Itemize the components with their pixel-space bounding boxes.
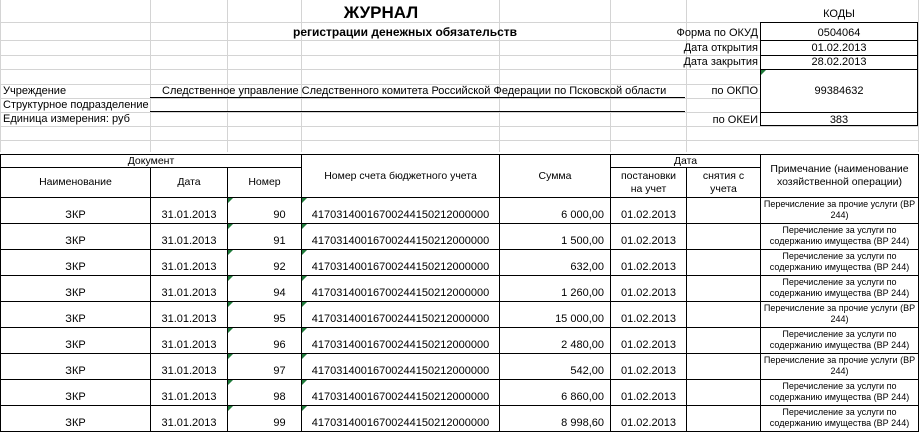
cell-marker-icon bbox=[302, 354, 307, 359]
department-label: Структурное подразделение bbox=[3, 99, 149, 111]
unit-label: Единица измерения: руб bbox=[3, 113, 130, 125]
cell-sum: 6 000,00 bbox=[561, 208, 604, 221]
cell-note: Перечисление за прочие услуги (ВР 244) bbox=[763, 303, 916, 324]
cell-account: 41703140016700244150212000000 bbox=[311, 260, 490, 273]
cell-marker-icon bbox=[302, 198, 307, 203]
cell-sum: 8 998,60 bbox=[561, 416, 604, 429]
header-sum: Сумма bbox=[538, 169, 572, 182]
cell-sum: 632,00 bbox=[570, 260, 604, 273]
header-date-group: Дата bbox=[673, 154, 698, 167]
cell-note: Перечисление за прочие услуги (ВР 244) bbox=[763, 355, 916, 376]
cell-account: 41703140016700244150212000000 bbox=[311, 338, 490, 351]
cell-marker-icon bbox=[302, 276, 307, 281]
cell-marker-icon bbox=[228, 380, 233, 385]
cell-marker-icon bbox=[302, 328, 307, 333]
header-name: Наименование bbox=[39, 176, 112, 188]
cell-note: Перечисление за услуги по содержанию имущества (ВР 244) bbox=[769, 329, 910, 350]
cell-marker-icon bbox=[228, 276, 233, 281]
institution-label: Учреждение bbox=[3, 85, 67, 97]
cell-name: ЗКР bbox=[65, 286, 86, 299]
cell-note: Перечисление за услуги по содержанию имущества (ВР 244) bbox=[769, 225, 910, 246]
cell-number: 90 bbox=[273, 208, 286, 221]
cell-note: Перечисление за прочие услуги (ВР 244) bbox=[763, 199, 916, 220]
cell-number: 98 bbox=[273, 390, 286, 403]
cell-account: 41703140016700244150212000000 bbox=[311, 208, 490, 221]
cell-name: ЗКР bbox=[65, 416, 86, 429]
cell-name: ЗКР bbox=[65, 338, 86, 351]
cell-removal bbox=[687, 380, 760, 405]
cell-number: 95 bbox=[273, 312, 286, 325]
cell-name: ЗКР bbox=[65, 364, 86, 377]
page-subtitle: регистрации денежных обязательств bbox=[292, 25, 517, 39]
cell-date: 31.01.2013 bbox=[161, 234, 217, 247]
cell-number: 91 bbox=[273, 234, 286, 247]
page-title: ЖУРНАЛ bbox=[343, 3, 419, 22]
okpo-label: по ОКПО bbox=[711, 85, 758, 97]
cell-removal bbox=[687, 224, 760, 249]
codes-label: КОДЫ bbox=[823, 8, 855, 20]
open-date-label: Дата открытия bbox=[683, 42, 758, 54]
okpo-value: 99384632 bbox=[814, 85, 864, 97]
cell-date: 31.01.2013 bbox=[161, 208, 217, 221]
cell-date: 31.01.2013 bbox=[161, 416, 217, 429]
header-posting: постановки на учет bbox=[621, 169, 676, 195]
cell-posting: 01.02.2013 bbox=[620, 286, 677, 299]
cell-date: 31.01.2013 bbox=[161, 260, 217, 273]
okud-value: 0504064 bbox=[817, 27, 861, 39]
okud-label: Форма по ОКУД bbox=[676, 27, 758, 39]
cell-marker-icon bbox=[302, 224, 307, 229]
cell-date: 31.01.2013 bbox=[161, 338, 217, 351]
cell-name: ЗКР bbox=[65, 312, 86, 325]
cell-note: Перечисление за услуги по содержанию имущества (ВР 244) bbox=[769, 407, 910, 428]
cell-marker-icon bbox=[302, 380, 307, 385]
cell-number: 97 bbox=[273, 364, 286, 377]
cell-sum: 6 860,00 bbox=[561, 390, 604, 403]
cell-note: Перечисление за услуги по содержанию имущества (ВР 244) bbox=[769, 277, 910, 298]
cell-number: 94 bbox=[273, 286, 286, 299]
cell-posting: 01.02.2013 bbox=[620, 390, 677, 403]
cell-name: ЗКР bbox=[65, 234, 86, 247]
cell-sum: 15 000,00 bbox=[555, 312, 604, 325]
cell-sum: 1 500,00 bbox=[561, 234, 604, 247]
okei-label: по ОКЕИ bbox=[712, 114, 758, 126]
cell-name: ЗКР bbox=[65, 260, 86, 273]
cell-posting: 01.02.2013 bbox=[620, 416, 677, 429]
cell-note: Перечисление за услуги по содержанию имущества (ВР 244) bbox=[769, 251, 910, 272]
cell-removal bbox=[687, 198, 760, 223]
cell-posting: 01.02.2013 bbox=[620, 234, 677, 247]
cell-number: 92 bbox=[273, 260, 286, 273]
cell-posting: 01.02.2013 bbox=[620, 260, 677, 273]
cell-removal bbox=[687, 250, 760, 275]
header-account: Номер счета бюджетного учета bbox=[324, 169, 477, 182]
cell-name: ЗКР bbox=[65, 208, 86, 221]
cell-marker-icon bbox=[302, 250, 307, 255]
cell-date: 31.01.2013 bbox=[161, 390, 217, 403]
cell-marker-icon bbox=[761, 70, 766, 75]
cell-marker-icon bbox=[228, 250, 233, 255]
close-date-label: Дата закрытия bbox=[683, 56, 758, 68]
cell-marker-icon bbox=[302, 406, 307, 411]
cell-account: 41703140016700244150212000000 bbox=[311, 234, 490, 247]
cell-removal bbox=[687, 354, 760, 379]
cell-marker-icon bbox=[228, 302, 233, 307]
cell-account: 41703140016700244150212000000 bbox=[311, 286, 490, 299]
cell-account: 41703140016700244150212000000 bbox=[311, 312, 490, 325]
header-document-group: Документ bbox=[127, 154, 175, 167]
cell-date: 31.01.2013 bbox=[161, 312, 217, 325]
cell-date: 31.01.2013 bbox=[161, 286, 217, 299]
cell-account: 41703140016700244150212000000 bbox=[311, 364, 490, 377]
cell-removal bbox=[687, 302, 760, 327]
cell-number: 96 bbox=[273, 338, 286, 351]
cell-marker-icon bbox=[302, 302, 307, 307]
header-number: Номер bbox=[248, 176, 281, 188]
header-note: Примечание (наименование хозяйственной операции) bbox=[770, 163, 909, 188]
header-removal: снятия с учета bbox=[702, 169, 745, 195]
cell-sum: 542,00 bbox=[570, 364, 604, 377]
okei-value: 383 bbox=[829, 114, 849, 126]
cell-number: 99 bbox=[273, 416, 286, 429]
cell-name: ЗКР bbox=[65, 390, 86, 403]
cell-account: 41703140016700244150212000000 bbox=[311, 416, 490, 429]
cell-posting: 01.02.2013 bbox=[620, 364, 677, 377]
cell-account: 41703140016700244150212000000 bbox=[311, 390, 490, 403]
cell-removal bbox=[687, 328, 760, 353]
cell-marker-icon bbox=[228, 328, 233, 333]
cell-posting: 01.02.2013 bbox=[620, 208, 677, 221]
cell-posting: 01.02.2013 bbox=[620, 312, 677, 325]
cell-posting: 01.02.2013 bbox=[620, 338, 677, 351]
cell-sum: 2 480,00 bbox=[561, 338, 604, 351]
cell-marker-icon bbox=[228, 198, 233, 203]
cell-sum: 1 260,00 bbox=[561, 286, 604, 299]
cell-removal bbox=[687, 406, 760, 431]
header-date: Дата bbox=[177, 176, 201, 188]
open-date-value: 01.02.2013 bbox=[811, 42, 867, 54]
cell-removal bbox=[687, 276, 760, 301]
cell-marker-icon bbox=[228, 354, 233, 359]
cell-marker-icon bbox=[228, 406, 233, 411]
cell-marker-icon bbox=[228, 224, 233, 229]
close-date-value: 28.02.2013 bbox=[811, 56, 867, 68]
institution-value: Следственное управление Следственного комитета Российской Федерации по Псковской области bbox=[162, 85, 667, 97]
cell-note: Перечисление за услуги по содержанию имущества (ВР 244) bbox=[769, 381, 910, 402]
cell-date: 31.01.2013 bbox=[161, 364, 217, 377]
